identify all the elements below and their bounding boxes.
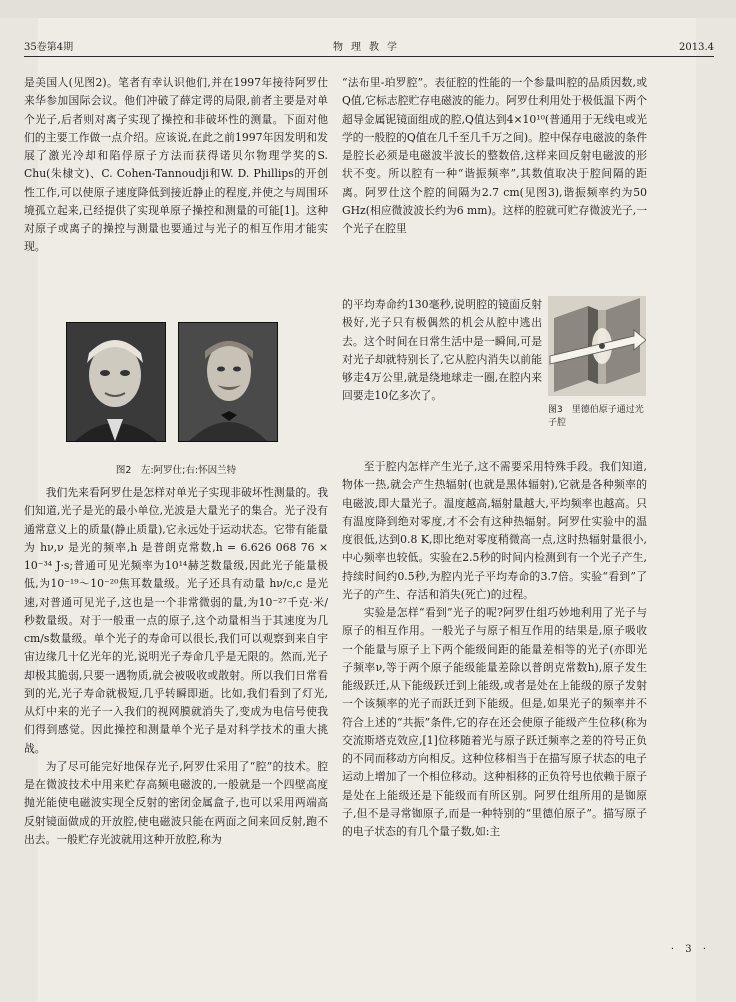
issue-date: 2013.4 xyxy=(679,42,714,53)
portrait-wineland xyxy=(178,322,278,442)
right-column-top xyxy=(342,74,647,294)
paragraph: 的平均寿命约130毫秒,说明腔的镜面反射极好,光子只有极偶然的机会从腔中逃出去。这个时间在日常生活中是一瞬间,可是对光子却就特别长了,它从腔内消失以前能够走4万公里,就是绕地球走一圈,在腔内来回要走10亿多次了。 xyxy=(342,298,542,403)
journal-title: 物理教学 xyxy=(333,42,405,53)
portrait-haroche xyxy=(66,322,166,442)
paragraph: 我们先来看阿罗仕是怎样对单光子实现非破坏性测量的。我们知道,光子是光的最小单位,光波是大量光子的集合。光子没有通常意义上的质量(静止质量),它永远处于运动状态。它带有能量为 hν,ν 是光的频率,h 是普朗克常数,h = 6.626 068 76 × 10⁻³⁴ J·s;普通可见光频率为10¹⁴赫芝数量级,因此光子能量极低,为10⁻¹⁹～10⁻²⁰焦耳数量级。光子还具有动量 hν/c,c 是光速,对普通可见光子,这也是一个非常微弱的量,为10⁻²⁷千克·米/秒数量级。对于一般重一点的原子,这个动量相当于其速度为几cm/s数量级。单个光子的寿命可以很长,我们可以观察到来自宇宙边缘几十亿光年的光,说明光子寿命几乎是无限的。然而,光子却极其脆弱,只要一遇物质,就会被吸收或散射。所以我们日常看到的光,光子寿命就极短,几乎转瞬即逝。比如,我们看到了灯光,从灯中来的光子一入我们的视网膜就消失了,变成为电信号使我们得到感觉。因此操控和测量单个光子是对科学技术的重大挑战。 xyxy=(24,486,328,755)
paragraph: 为了尽可能完好地保存光子,阿罗仕采用了“腔”的技术。腔是在微波技术中用来贮存高频电磁波的,一般就是一个四壁高度抛光能使电磁波实现全反射的密闭金属盒子,也可以采用两端高反射镜面做成的开放腔,使电磁波只能在两面之间来回反射,跑不出去。一般贮存光波就用这种开放腔,称为 xyxy=(24,759,328,846)
photon-cavity-illustration xyxy=(548,296,646,396)
page-number: · 3 · xyxy=(670,944,710,955)
paragraph: 实验是怎样“看到”光子的呢?阿罗仕组巧妙地利用了光子与原子的相互作用。一般光子与原子相互作用的结果是,原子吸收一个能量与原子上下两个能级间距的能量差相等的光子(亦即光子频率ν,等于两个原子能级能量差除以普朗克常数h),原子发生能级跃迁,从下能级跃迁到上能级,或者是处在上能级的原子发射一个该频率的光子而跃迁到下能级。但是,如果光子的频率并不符合上述的“共振”条件,它的存在还会使原子能级产生位移(称为交流斯塔克效应,[1]位移随着光与原子跃迁频率之差的符号正负的不同而移动方向相反。这种位移相当于在描写原子状态的电子运动上增加了一个相位移动。这种相移的正负符号也依赖于原子是处在上能级还是下能级而有所区别。阿罗仕组所用的是铷原子,但不是寻常铷原子,而是一种特别的“里德伯原子”。描写原子的电子状态的有几个量子数,如:主 xyxy=(342,606,647,838)
figure-3 xyxy=(548,296,646,444)
paragraph: 至于腔内怎样产生光子,这不需要采用特殊手段。我们知道,物体一热,就会产生热辐射(也就是黑体辐射),它就是各种频率的电磁波,即大量光子。温度越高,辐射量越大,平均频率也越高。只有温度降到绝对零度,才不会有这种热辐射。阿罗仕实验中的温度很低,达到0.8 K,即比绝对零度稍微高一点,这时热辐射量很小,中心频率也较低。实验在2.5秒的时间内检测到有一个光子产生,持续时间约0.5秒,为腔内光子平均寿命的3.7倍。实验“看到”了光子的产生、存活和消失(死亡)的过程。 xyxy=(342,460,647,601)
paragraph: 是美国人(见图2)。笔者有幸认识他们,并在1997年接待阿罗仕来华参加国际会议。他们冲破了薛定谔的局限,前者主要是对单个光子,后者则对离子实现了操控和非破坏性的测量。下面对他们的主要工作做一点介绍。应该说,在此之前1997年因发明和发展了激光冷却和陷俘原子方法而获得诺贝尔物理学奖的S. Chu(朱棣文)、C. Cohen-Tannoudji和W. D. Phillips的开创性工作,可以使原子速度降低到接近静止的程度,并使之与周围环境孤立起来,已经提供了实现单原子操控和测量的可能[1]。这种对原子或离子的操控与测量也要通过与光子的相互作用才能实现。 xyxy=(24,76,328,254)
issue-label: 35卷第4期 xyxy=(24,42,74,53)
left-column-bottom xyxy=(24,484,328,849)
paragraph: “法布里-珀罗腔”。表征腔的性能的一个参量叫腔的品质因数,或Q值,它标志腔贮存电磁波的能力。阿罗仕利用处于极低温下两个超导金属铌镜面组成的腔,Q值达到4×10¹⁰(普通用于无线电或光学的一般腔的Q值在几千至几千万之间)。腔中保存电磁波的条件是腔长必须是电磁波半波长的整数倍,这样来回反射电磁波的形状不变。所以腔有一种“谐振频率”,其数值取决于腔间隔的距离。阿罗仕这个腔的间隔为2.7 cm(见图3),谐振频率约为50 GHz(相应微波波长约为6 mm)。这样的腔就可贮存微波光子,一个光子在腔里 xyxy=(342,76,647,235)
figure-2 xyxy=(66,322,286,476)
figure-2-caption: 图2 左:阿罗仕;右:怀因兰特 xyxy=(115,465,237,476)
figure-3-caption: 图3 里德伯原子通过光子腔 xyxy=(548,405,644,428)
right-column-wrap xyxy=(342,296,542,406)
left-column-top xyxy=(24,74,328,257)
scan-border xyxy=(0,0,736,18)
right-column-bottom xyxy=(342,458,647,841)
running-header xyxy=(24,42,714,57)
